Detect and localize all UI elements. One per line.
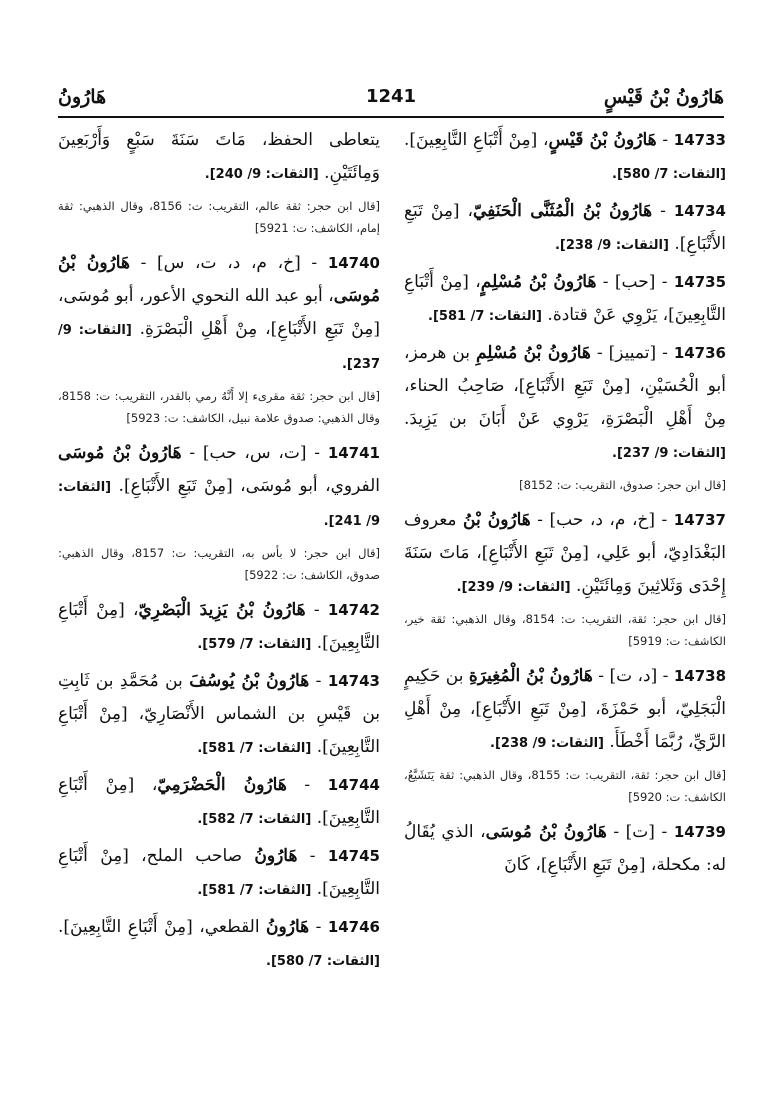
continuation-body: يتعاطى الحفظ، مَاتَ سَنَةَ سَبْعٍ وَأَرْبَعِينَ وَمِائَتَيْنِ.: [58, 130, 380, 183]
entry-number: 14735: [673, 273, 726, 291]
entry-number: 14736: [673, 344, 726, 362]
entry-ref: [الثقات: 7/ 580].: [266, 954, 380, 969]
entry-ref: [الثقات: 7/ 580].: [612, 167, 726, 182]
entry-number: 14744: [327, 776, 380, 794]
entry-name: هَارُونُ بْنُ مُوسَى: [58, 443, 182, 463]
entry: 14740 - [خ، م، د، ت، س] - هَارُونُ بْنُ مُوسَى، أبو عبد الله النحوي الأعور، أبو مُوسَى، [مِنْ تَبَعِ الأَتْبَاعِ]، مِنْ أَهْلِ الْبَصْرَةِ. [الثقات: 9/ 237].: [58, 253, 380, 372]
entry: 14744 - هَارُونُ الْحَضْرَمِيّ، [مِنْ أَتْبَاعِ التَّابِعِينَ]. [الثقات: 7/ 582].: [58, 775, 380, 828]
page-number: 1241: [365, 86, 417, 107]
continuation-text: [58, 124, 380, 191]
entry: 14737 - [خ، م، د، حب] - هَارُونُ بْنُ معروف البَغْدَادِيّ، أبو عَلِي، [مِنْ تَبَعِ الأَتْبَاعِ]، مَاتَ سَنَةَ إِحْدَى وَثَلاثِينَ وَمِائَتَيْنِ. [الثقات: 9/ 239].: [404, 510, 726, 596]
entry-text: ، [مِنْ أَتْبَاعِ التَّابِعِينَ].: [404, 130, 549, 150]
entry-source-note: [قال ابن حجر: ثقة، التقريب: ت: 8155، وقال الذهبي: ثقة يَتَشَيَّعُ، الكاشف: ت: 5920]: [404, 768, 726, 804]
entry-ref: [الثقات: 7/ 579].: [197, 637, 312, 652]
entry: 14741 - [ت، س، حب] - هَارُونُ بْنُ مُوسَى الفروي، أبو مُوسَى، [مِنْ تَبَعِ الأَتْبَاعِ]. [الثقات: 9/ 241].: [58, 443, 380, 529]
entry-ref: [الثقات: 7/ 581].: [197, 741, 312, 756]
entry-number: 14745: [327, 847, 380, 865]
entry-name: هَارُونُ: [254, 846, 298, 866]
entry-source-note: [قال ابن حجر: ثقة مقرىء إلا أَنَّهُ رمي بالقدر، التقريب: ت: 8158، وقال الذهبي: صدوق علامة نبيل، الكاشف: ت: 5923]: [58, 389, 380, 425]
entry-number: 14734: [673, 202, 726, 220]
entry-text: بن مُحَمَّدِ بن ثَابِتِ بن قَيْسِ بن الشماس الأَنْصَارِيّ، [مِنْ أَتْبَاعِ التَّابِعِينَ].: [58, 671, 380, 757]
entry-name: هَارُونُ بْنُ الْمُثَنَّى الْحَنَفِيّ: [473, 201, 653, 221]
entry-name: هَارُونُ بْنُ مُسْلِمِ: [475, 343, 591, 363]
entry-ref: [الثقات: 9/ 238].: [554, 238, 669, 253]
entry: 14733 - هَارُونُ بْنُ قَيْسٍ، [مِنْ أَتْبَاعِ التَّابِعِينَ]. [الثقات: 7/ 580].: [404, 130, 726, 182]
entry-ref: [الثقات: 9/ 238].: [490, 736, 604, 751]
entry: 14743 - هَارُونُ بْنُ يُوسُفَ بن مُحَمَّدِ بن ثَابِتِ بن قَيْسِ بن الشماس الأَنْصَارِيّ، [مِنْ أَتْبَاعِ التَّابِعِينَ]. [الثقات: 7/ 581].: [58, 671, 380, 757]
entry-text: بن هرمز، أبو الْحُسَيْنِ، [مِنْ تَبَعِ الأَتْبَاعِ]، صَاحِبُ الحناء، مِنْ أَهْلِ الْبَصْرَةِ، يَرْوِي عَنْ أَبَانَ بن يَزِيدَ.: [404, 343, 726, 429]
continuation-ref: [الثقات: 9/ 240].: [204, 167, 319, 182]
right-column: [404, 124, 726, 1100]
entry-name: هَارُونُ بْنُ مُوسَى: [58, 253, 380, 306]
entry-text: ، [مِنْ تَبَعِ الأَتْبَاعِ].: [404, 201, 726, 254]
entry-tag: [ت، س، حب]: [202, 443, 307, 463]
entry-number: 14742: [327, 601, 380, 619]
left-column: [58, 124, 380, 1100]
continuation-source-note: [قال ابن حجر: ثقة عالم، التقريب: ت: 8156، وقال الذهبي: ثقة إمام، الكاشف: ت: 5921]: [58, 199, 380, 235]
entry-tag: [حب]: [614, 272, 656, 292]
entry: 14734 - هَارُونُ بْنُ الْمُثَنَّى الْحَنَفِيّ، [مِنْ تَبَعِ الأَتْبَاعِ]. [الثقات: 9/ 238].: [404, 201, 726, 254]
entry-text: معروف البَغْدَادِيّ، أبو عَلِي، [مِنْ تَبَعِ الأَتْبَاعِ]، مَاتَ سَنَةَ إِحْدَى وَثَلاثِينَ وَمِائَتَيْنِ.: [404, 510, 726, 596]
entry: 14736 - [تمييز] - هَارُونُ بْنُ مُسْلِمِ بن هرمز، أبو الْحُسَيْنِ، [مِنْ تَبَعِ الأَتْبَاعِ]، صَاحِبُ الحناء، مِنْ أَهْلِ الْبَصْرَةِ، يَرْوِي عَنْ أَبَانَ بن يَزِيدَ. [الثقات: 9/ 237].: [404, 343, 726, 461]
entry-number: 14743: [327, 672, 380, 690]
entry-number: 14738: [673, 667, 726, 685]
entry-tag: [ت]: [625, 822, 655, 842]
entry-source-note: [قال ابن حجر: صدوق، التقريب: ت: 8152]: [519, 478, 726, 492]
entry-text: صاحب الملح، [مِنْ أَتْبَاعِ التَّابِعِينَ].: [58, 846, 380, 899]
left-entries: [58, 247, 380, 978]
entry-name: هَارُونُ بْنُ مُسْلِمٍ: [480, 272, 597, 292]
header-right-title: هَارُونُ بْنُ قَيْسٍ: [603, 86, 724, 108]
entry: 14739 - [ت] - هَارُونُ بْنُ مُوسَى، الذي يُقَالُ له: مكحلة، [مِنْ تَبَعِ الأَتْبَاعِ]، كَانَ: [404, 822, 726, 875]
entry: 14738 - [د، ت] - هَارُونُ بْنُ الْمُغِيرَةِ بن حَكِيمٍ الْبَجَلِيّ، أبو حَمْزَةَ، [مِنْ تَبَعِ الأَتْبَاعِ]، مِنْ أَهْلِ الرَّيِّ، رُبَّمَا أَخْطَأَ. [الثقات: 9/ 238].: [404, 666, 726, 752]
entry-tag: [د، ت]: [609, 666, 658, 686]
entry: 14746 - هَارُونُ القطعي، [مِنْ أَتْبَاعِ التَّابِعِينَ]. [الثقات: 7/ 580].: [58, 917, 380, 969]
entry-number: 14733: [673, 131, 726, 149]
entry-name: هَارُونُ بْنُ يُوسُفَ: [189, 671, 310, 691]
entry-text: ، الذي يُقَالُ له: مكحلة، [مِنْ تَبَعِ الأَتْبَاعِ]، كَانَ: [404, 822, 726, 875]
entry-source-note: [قال ابن حجر: ثقة، التقريب: ت: 8154، وقال الذهبي: ثقة خير، الكاشف: ت: 5919]: [404, 612, 726, 648]
header-left-title: هَارُونُ: [58, 86, 107, 108]
entry-number: 14737: [673, 511, 726, 529]
entry-number: 14740: [327, 254, 380, 272]
entry-text: بن حَكِيمٍ الْبَجَلِيّ، أبو حَمْزَةَ، [مِنْ تَبَعِ الأَتْبَاعِ]، مِنْ أَهْلِ الرَّيِّ، رُبَّمَا أَخْطَأَ.: [404, 666, 726, 752]
entry-name: هَارُونُ بْنُ مُوسَى: [485, 822, 607, 842]
entry-number: 14746: [327, 918, 380, 936]
entry-ref: [الثقات: 9/ 237].: [58, 323, 380, 372]
entry-ref: [الثقات: 9/ 237].: [612, 446, 726, 461]
entry-number: 14741: [327, 444, 380, 462]
entry-ref: [الثقات: 9/ 239].: [456, 580, 571, 595]
entry: 14745 - هَارُونُ صاحب الملح، [مِنْ أَتْبَاعِ التَّابِعِينَ]. [الثقات: 7/ 581].: [58, 846, 380, 899]
entry-name: هَارُونُ: [266, 917, 310, 937]
entry-text: ، أبو عبد الله النحوي الأعور، أبو مُوسَى، [مِنْ تَبَعِ الأَتْبَاعِ]، مِنْ أَهْلِ الْبَصْرَةِ.: [58, 286, 380, 339]
entry-ref: [الثقات: 9/ 241].: [58, 480, 380, 529]
entry-text: ، [مِنْ أَتْبَاعِ التَّابِعِينَ]، يَرْوِي عَنْ قتادة.: [404, 272, 726, 325]
entry-text: القطعي، [مِنْ أَتْبَاعِ التَّابِعِينَ].: [58, 917, 267, 937]
entry-tag: [تمييز]: [608, 343, 657, 363]
entry: 14742 - هَارُونُ بْنُ يَزِيدَ الْبَصْرِيّ، [مِنْ أَتْبَاعِ التَّابِعِينَ]. [الثقات: 7/ 579].: [58, 600, 380, 653]
page-header: [58, 86, 724, 114]
entry-tag: [خ، م، د، ت، س]: [157, 253, 301, 273]
entry-ref: [الثقات: 7/ 582].: [197, 812, 312, 827]
entry: 14735 - [حب] - هَارُونُ بْنُ مُسْلِمٍ، [مِنْ أَتْبَاعِ التَّابِعِينَ]، يَرْوِي عَنْ قتادة. [الثقات: 7/ 581].: [404, 272, 726, 325]
entry-text: ، [مِنْ أَتْبَاعِ التَّابِعِينَ].: [58, 775, 380, 828]
entry-text: ، [مِنْ أَتْبَاعِ التَّابِعِينَ].: [58, 600, 380, 653]
entry-ref: [الثقات: 7/ 581].: [428, 309, 543, 324]
entry-name: هَارُونُ بْنُ: [463, 510, 531, 530]
entry-name: هَارُونُ بْنُ الْمُغِيرَةِ: [468, 666, 593, 686]
entry-text: الفروي، أبو مُوسَى، [مِنْ تَبَعِ الأَتْبَاعِ].: [111, 476, 380, 496]
header-rule: [58, 116, 724, 118]
entry-name: هَارُونُ بْنُ يَزِيدَ الْبَصْرِيّ: [138, 600, 306, 620]
entry-tag: [خ، م، د، حب]: [549, 510, 656, 530]
entry-name: هَارُونُ بْنُ قَيْسٍ: [548, 130, 657, 150]
entry-name: هَارُونُ الْحَضْرَمِيّ: [157, 775, 287, 795]
entry-source-note: [قال ابن حجر: لا بأس به، التقريب: ت: 8157، وقال الذهبي: صدوق، الكاشف: ت: 5922]: [58, 546, 380, 582]
entry-number: 14739: [673, 823, 726, 841]
entry-ref: [الثقات: 7/ 581].: [197, 883, 312, 898]
